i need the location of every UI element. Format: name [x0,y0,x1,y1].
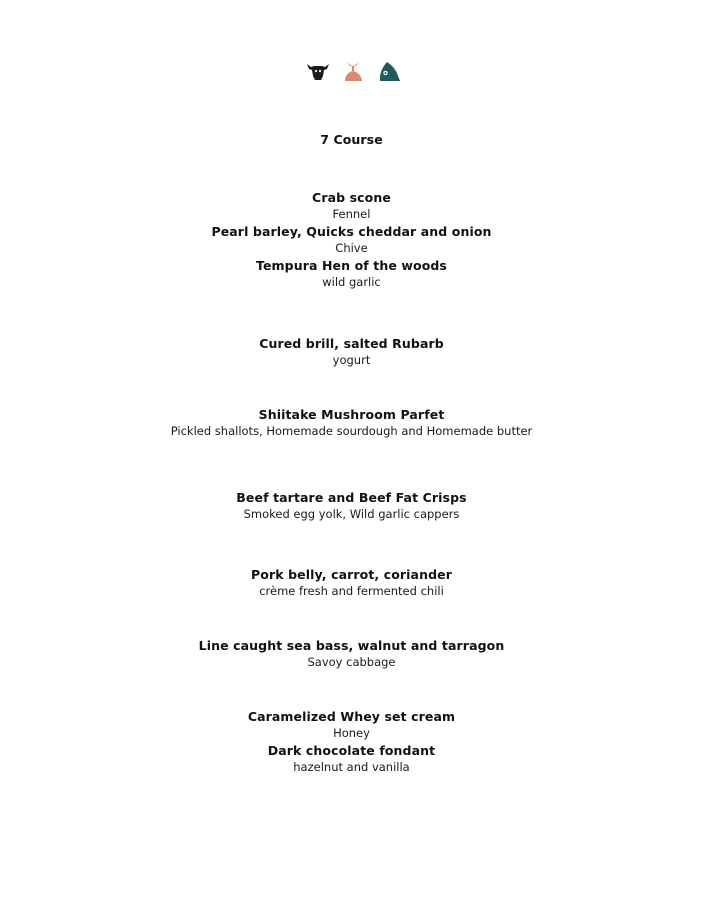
course-5 [0,566,703,600]
dish-note: Fennel [332,207,371,221]
dish-name: Dark chocolate fondant [267,743,436,758]
course-3 [0,406,703,440]
dish-note: crème fresh and fermented chili [259,584,444,598]
course-2 [0,335,703,369]
dish-note: Honey [333,726,370,740]
dish-name: Beef tartare and Beef Fat Crisps [236,490,467,505]
dish-name: Line caught sea bass, walnut and tarragon [198,638,505,653]
dish-name: Crab scone [312,190,391,205]
course-7 [0,708,703,776]
dish-name: Pork belly, carrot, coriander [251,567,452,582]
dish-note: Pickled shallots, Homemade sourdough and Homemade butter [170,424,533,438]
course-6 [0,637,703,671]
dish-name: Shiitake Mushroom Parfet [258,407,445,422]
dish-name: Tempura Hen of the woods [256,258,447,273]
dish-note: yogurt [332,353,371,367]
restaurant-logo [306,57,402,85]
cow-icon [307,64,329,80]
dish-name: Pearl barley, Quicks cheddar and onion [211,224,492,239]
dish-note: Chive [335,241,368,255]
dish-note: wild garlic [322,275,381,289]
dish-note: Savoy cabbage [307,655,396,669]
fish-icon [380,62,400,81]
course-4 [0,489,703,523]
pig-icon [345,62,362,81]
dish-note: Smoked egg yolk, Wild garlic cappers [243,507,460,521]
dish-note: hazelnut and vanilla [293,760,410,774]
menu-title: 7 Course [320,132,383,147]
dish-name: Caramelized Whey set cream [247,709,456,724]
dish-name: Cured brill, salted Rubarb [259,336,444,351]
course-1 [0,189,703,291]
